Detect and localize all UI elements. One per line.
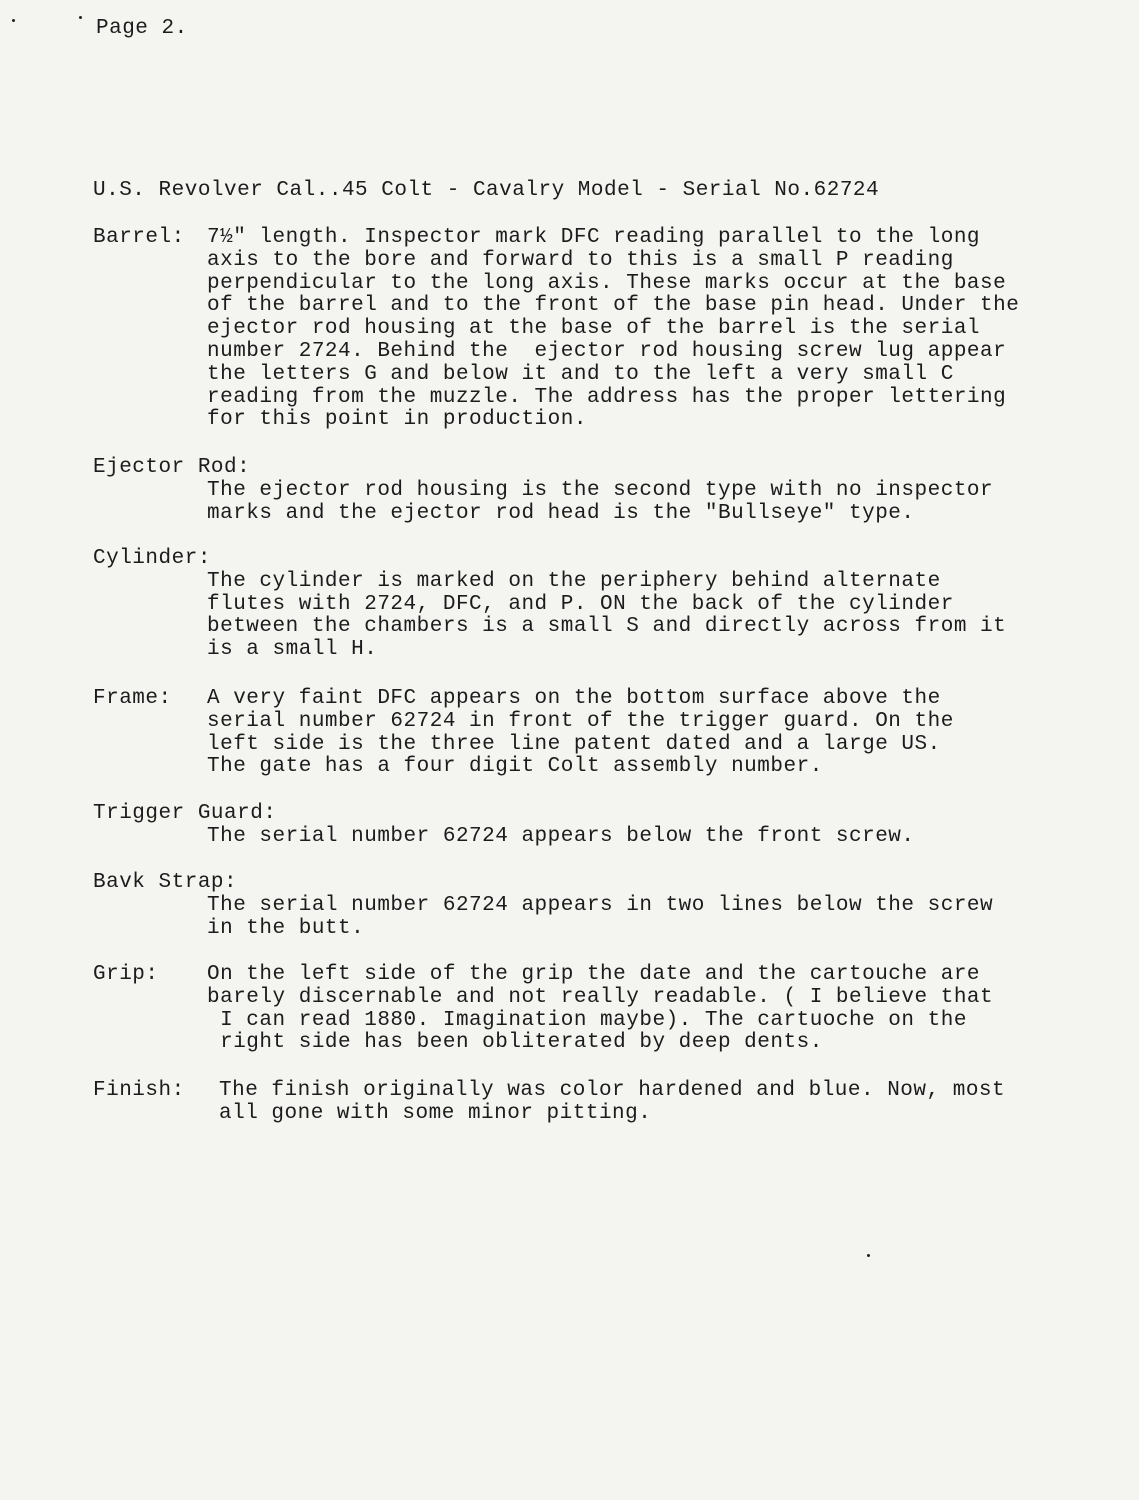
section-body [93,571,1093,662]
section-heading: Frame: [93,687,172,710]
section-body [93,480,1093,526]
text-line: The finish originally was color hardened and blue. Now, most [219,1079,1006,1102]
text-line: for this point in production. [207,408,587,432]
section-barrel [93,227,1093,432]
section-cylinder [93,548,1093,662]
stray-mark [79,16,82,19]
text-line: perpendicular to the long axis. These marks occur at the base [207,271,1007,295]
text-line: A very faint DFC appears on the bottom surface above the [207,687,941,710]
text-line: The ejector rod housing is the second type with no inspector [207,478,994,502]
section-back-strap [93,872,1093,940]
text-line: reading from the muzzle. The address has the proper lettering [207,385,1007,409]
text-line: flutes with 2724, DFC, and P. ON the back of the cylinder [207,592,954,616]
stray-mark [867,1254,870,1257]
text-line: number 2724. Behind the ejector rod housing screw lug appear [207,339,1007,363]
text-line: marks and the ejector rod head is the "Bullseye" type. [207,501,915,525]
section-body [219,1080,1093,1126]
text-line: The cylinder is marked on the periphery behind alternate [207,569,941,593]
text-line: The serial number 62724 appears in two lines below the screw [207,893,994,917]
text-line: serial number 62724 in front of the trigger guard. On the [207,709,954,733]
text-line: left side is the three line patent dated and a large US. [207,732,941,756]
text-line: the letters G and below it and to the left a very small C [207,362,954,386]
text-line: The gate has a four digit Colt assembly number. [207,755,823,779]
text-line: all gone with some minor pitting. [219,1101,652,1125]
section-body [207,227,1093,432]
section-heading: Grip: [93,963,159,986]
text-line: I can read 1880. Imagination maybe). The cartuoche on the [207,1008,967,1032]
page-number: Page 2. [96,17,188,40]
text-line: of the barrel and to the front of the base pin head. Under the [207,294,1020,318]
section-heading: Finish: [93,1079,185,1102]
text-line: The serial number 62724 appears below the front screw. [207,824,915,848]
section-grip [93,964,1093,1055]
text-line: in the butt. [207,916,365,940]
text-line: ejector rod housing at the base of the barrel is the serial [207,317,981,341]
stray-mark [12,19,15,22]
section-body [207,964,1093,1055]
section-heading: Bavk Strap: [93,871,238,894]
section-heading: Ejector Rod: [93,456,251,479]
text-line: between the chambers is a small S and directly across from it [207,615,1007,639]
section-body [93,895,1093,941]
text-line: barely discernable and not really readable. ( I believe that [207,985,994,1009]
section-heading: Cylinder: [93,547,211,570]
text-line: On the left side of the grip the date and the cartouche are [207,963,981,986]
section-heading: Barrel: [93,226,185,249]
text-line: axis to the bore and forward to this is a small P reading [207,248,954,272]
section-trigger-guard [93,803,1093,849]
text-line: right side has been obliterated by deep dents. [207,1031,823,1055]
section-heading: Trigger Guard: [93,802,277,825]
section-body [93,826,1093,849]
section-body [207,688,1093,779]
section-finish [93,1080,1093,1126]
document-title: U.S. Revolver Cal..45 Colt - Cavalry Model - Serial No.62724 [93,179,880,202]
section-frame [93,688,1093,779]
section-ejector-rod [93,457,1093,525]
text-line: 7½" length. Inspector mark DFC reading parallel to the long [207,226,981,249]
text-line: is a small H. [207,638,378,662]
